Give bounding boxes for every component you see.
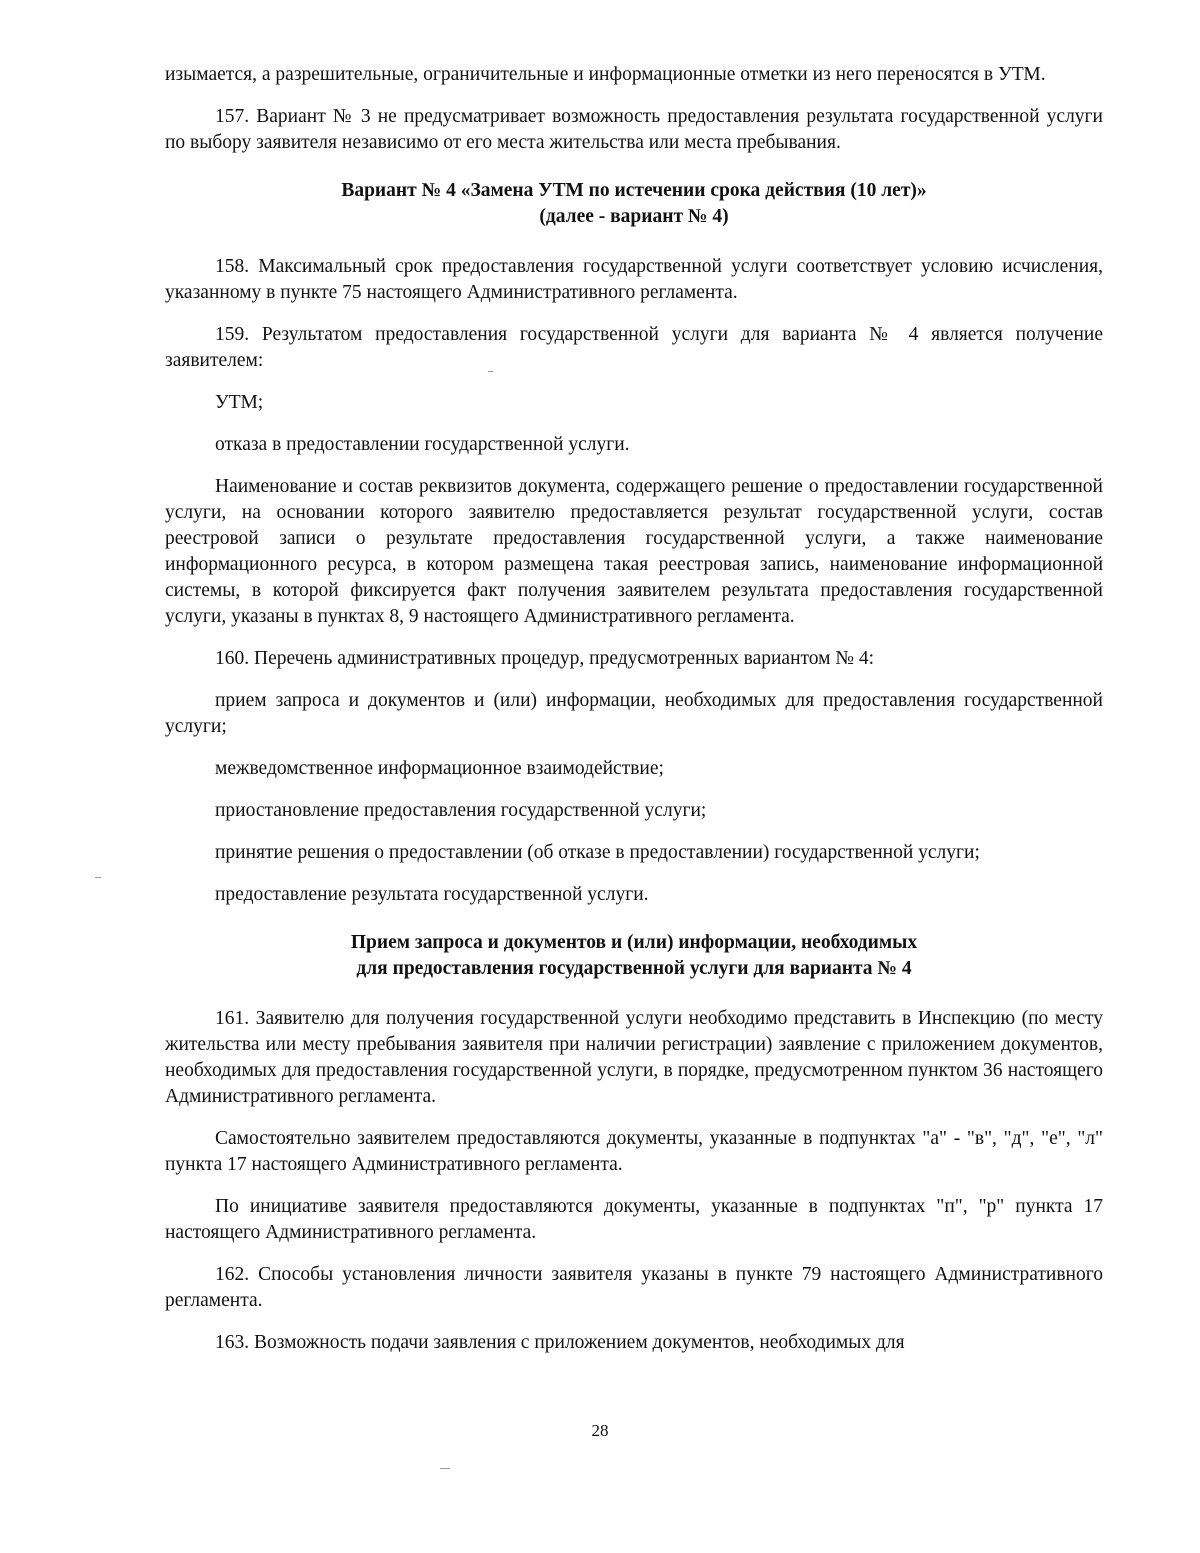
paragraph-162: 162. Способы установления личности заявителя указаны в пункте 79 настоящего Административного регламента. [165, 1264, 1103, 1311]
list-item-procedure-4: принятие решения о предоставлении (об отказе в предоставлении) государственной услуги; [215, 842, 980, 863]
list-item-procedure-1: прием запроса и документов и (или) информации, необходимых для предоставления государственной услуги; [165, 690, 1103, 737]
heading-line-1: Прием запроса и документов и (или) информации, необходимых [350, 932, 918, 953]
paragraph-158: 158. Максимальный срок предоставления государственной услуги соответствует условию исчисления, указанному в пункте 75 настоящего Административного регламента. [165, 256, 1103, 303]
paragraph-163: 163. Возможность подачи заявления с приложением документов, необходимых для [215, 1332, 905, 1353]
section-heading-request [165, 930, 1103, 982]
list-item-procedure-2: межведомственное информационное взаимодействие; [215, 758, 664, 779]
section-heading-variant-4 [165, 178, 1103, 230]
paragraph-requisites: Наименование и состав реквизитов документа, содержащего решение о предоставлении государственной услуги, на основании которого заявителю предоставляется результат государственной услуги, состав реестровой записи о результате предоставления государственной услуги, а также наименование информационного ресурса, в котором размещена такая реестровая запись, наименование информационной системы, в которой фиксируется факт получения заявителем результата предоставления государственной услуги, указаны в пунктах 8, 9 настоящего Административного регламента. [165, 476, 1103, 627]
list-item-procedure-3: приостановление предоставления государственной услуги; [215, 800, 707, 821]
list-item-refusal: отказа в предоставлении государственной услуги. [215, 434, 630, 455]
paragraph-160: 160. Перечень административных процедур, предусмотренных вариантом № 4: [215, 648, 875, 669]
list-item-utm: УТМ; [215, 392, 264, 413]
scan-artifact-mark [95, 877, 101, 878]
list-item-procedure-5: предоставление результата государственной услуги. [215, 884, 649, 905]
paragraph-continuation: изымается, а разрешительные, ограничительные и информационные отметки из него переносятся в УТМ. [165, 64, 1046, 85]
page-number: 28 [591, 1421, 609, 1440]
scan-artifact-mark [440, 1468, 450, 1469]
scan-artifact-mark [488, 371, 493, 372]
paragraph-161: 161. Заявителю для получения государственной услуги необходимо представить в Инспекцию (по месту жительства или месту пребывания заявителя при наличии регистрации) заявление с приложением документов, необходимых для предоставления государственной услуги, в порядке, предусмотренном пунктом 36 настоящего Административного регламента. [165, 1008, 1103, 1107]
document-page [165, 62, 1103, 1372]
paragraph-159: 159. Результатом предоставления государственной услуги для варианта № 4 является получение заявителем: [165, 324, 1103, 371]
heading-line-2: для предоставления государственной услуги для варианта № 4 [356, 958, 912, 979]
heading-line-1: Вариант № 4 «Замена УТМ по истечении срока действия (10 лет)» [341, 180, 927, 201]
heading-line-2: (далее - вариант № 4) [539, 206, 729, 227]
paragraph-157: 157. Вариант № 3 не предусматривает возможность предоставления результата государственной услуги по выбору заявителя независимо от его места жительства или места пребывания. [165, 106, 1103, 153]
paragraph-self-provided-docs: Самостоятельно заявителем предоставляются документы, указанные в подпунктах "а" - "в", "д", "е", "л" пункта 17 настоящего Административного регламента. [165, 1128, 1103, 1175]
paragraph-initiative-docs: По инициативе заявителя предоставляются документы, указанные в подпунктах "п", "р" пункта 17 настоящего Административного регламента. [165, 1196, 1103, 1243]
